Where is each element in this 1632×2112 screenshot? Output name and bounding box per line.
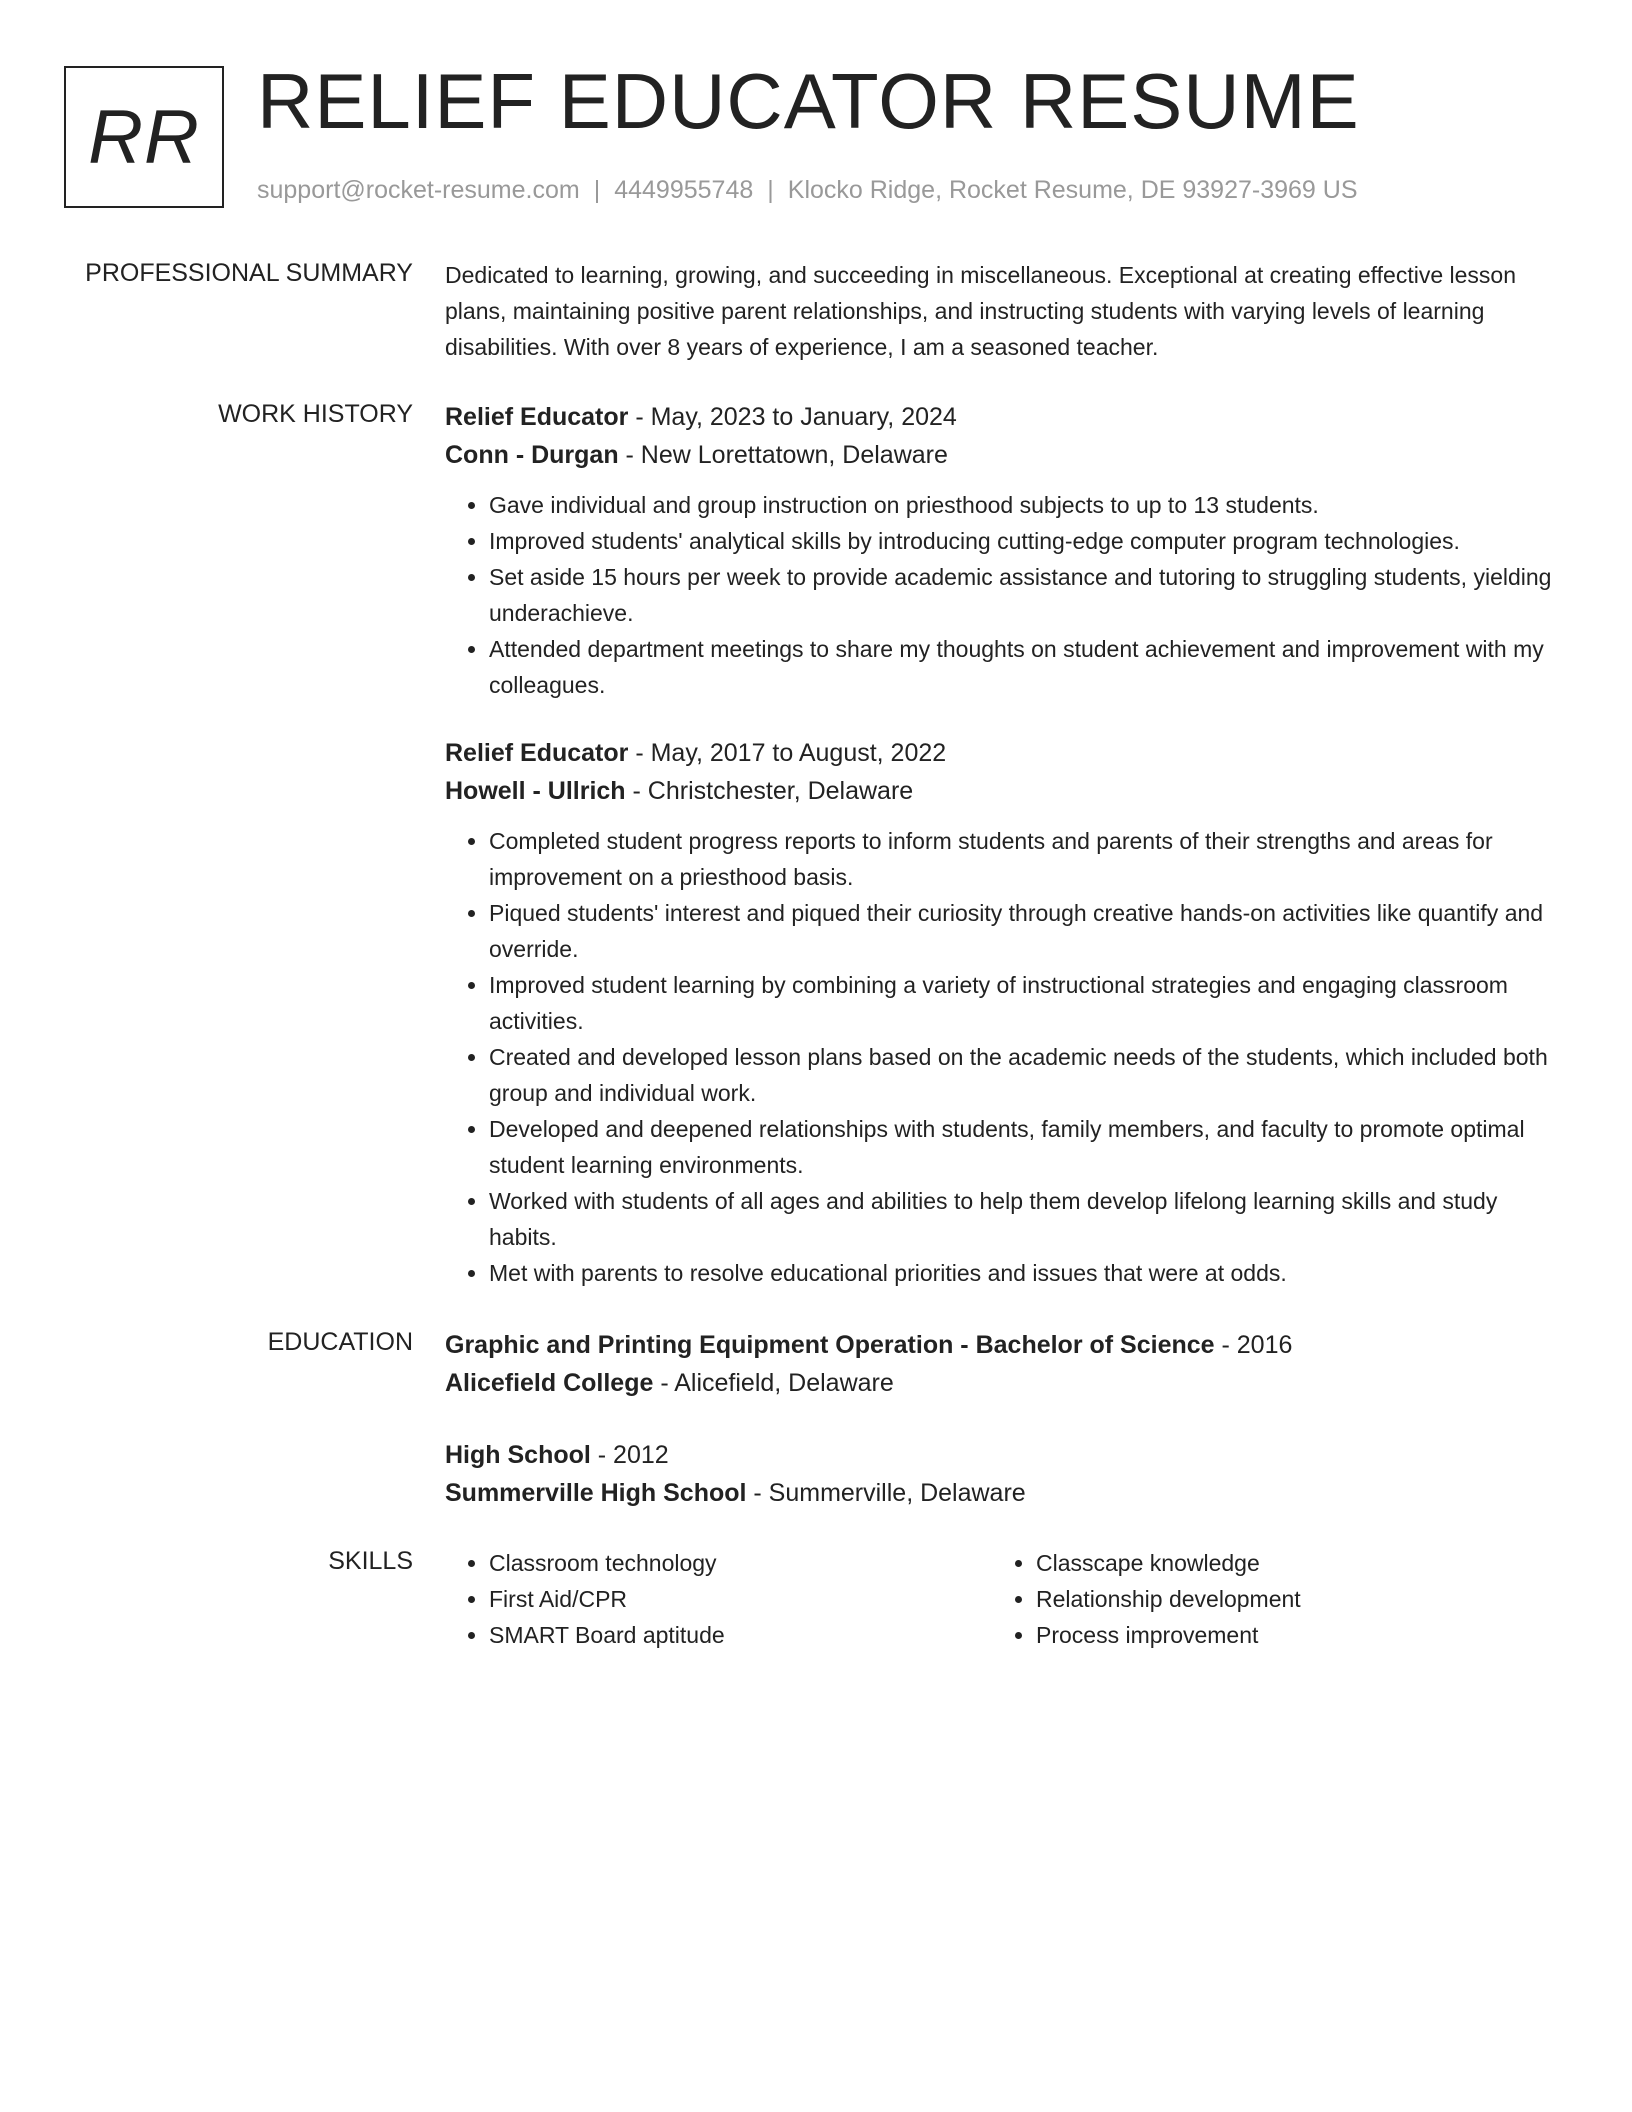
skill-item: • Relationship development xyxy=(1036,1581,1539,1617)
skills-list-left xyxy=(445,1545,992,1653)
job-duty: • Completed student progress reports to inform students and parents of their strengths and areas for improvement on a priesthood basis. xyxy=(489,823,1560,895)
resume-title: RELIEF EDUCATOR RESUME xyxy=(257,57,1360,145)
job-duties-list xyxy=(445,823,1560,1291)
contact-phone[interactable]: 4449955748 xyxy=(614,176,754,204)
job-dates: - May, 2023 to January, 2024 xyxy=(628,403,957,431)
job-duty: • Worked with students of all ages and abilities to help them develop lifelong learning skills and study habits. xyxy=(489,1183,1560,1255)
contact-separator: | xyxy=(593,176,601,204)
education-entry xyxy=(445,1436,1560,1512)
contact-address: Klocko Ridge, Rocket Resume, DE 93927-3969 US xyxy=(787,176,1358,204)
skills-list-right xyxy=(992,1545,1539,1653)
work-history-heading: WORK HISTORY xyxy=(218,400,413,428)
skill-item: • Process improvement xyxy=(1036,1617,1539,1653)
job-title: Relief Educator xyxy=(445,739,629,767)
job-company: Howell - Ullrich xyxy=(445,777,626,805)
job-location: - New Lorettatown, Delaware xyxy=(618,441,948,469)
job-duty: • Set aside 15 hours per week to provide academic assistance and tutoring to struggling students, yielding underachieve. xyxy=(489,559,1560,631)
job-company: Conn - Durgan xyxy=(445,441,619,469)
education-school: Summerville High School xyxy=(445,1479,747,1507)
monogram-logo: RR xyxy=(64,66,224,208)
education-school: Alicefield College xyxy=(445,1369,654,1397)
skill-item: • Classroom technology xyxy=(489,1545,992,1581)
education-entry xyxy=(445,1326,1560,1402)
skill-item: • SMART Board aptitude xyxy=(489,1617,992,1653)
job-duty: • Improved students' analytical skills by introducing cutting-edge computer program technologies. xyxy=(489,523,1560,559)
contact-separator: | xyxy=(767,176,774,204)
skills-heading: SKILLS xyxy=(328,1547,413,1575)
job-duty: • Piqued students' interest and piqued their curiosity through creative hands-on activities like quantify and override. xyxy=(489,895,1560,967)
skills-grid xyxy=(445,1545,1560,1653)
job-location: - Christchester, Delaware xyxy=(625,777,914,805)
job-duty: • Met with parents to resolve educational priorities and issues that were at odds. xyxy=(489,1255,1560,1291)
education-location: - Alicefield, Delaware xyxy=(653,1369,894,1397)
summary-heading: PROFESSIONAL SUMMARY xyxy=(85,259,413,287)
skill-item: • Classcape knowledge xyxy=(1036,1545,1539,1581)
job-duty: • Improved student learning by combining a variety of instructional strategies and engaging classroom activities. xyxy=(489,967,1560,1039)
job-entry xyxy=(445,734,1560,1291)
job-duty: • Attended department meetings to share my thoughts on student achievement and improvement with my colleagues. xyxy=(489,631,1560,703)
job-duty: • Developed and deepened relationships with students, family members, and faculty to promote optimal student learning environments. xyxy=(489,1111,1560,1183)
education-year: - 2012 xyxy=(590,1441,669,1469)
education-degree: Graphic and Printing Equipment Operation - Bachelor of Science xyxy=(445,1331,1215,1359)
education-location: - Summerville, Delaware xyxy=(746,1479,1026,1507)
job-duties-list xyxy=(445,487,1560,703)
skill-item: • First Aid/CPR xyxy=(489,1581,992,1617)
contact-line xyxy=(257,175,1358,205)
education-heading: EDUCATION xyxy=(267,1328,413,1356)
job-title: Relief Educator xyxy=(445,403,629,431)
job-duty: • Gave individual and group instruction on priesthood subjects to up to 13 students. xyxy=(489,487,1560,523)
job-duty: • Created and developed lesson plans based on the academic needs of the students, which included both group and individual work. xyxy=(489,1039,1560,1111)
education-degree: High School xyxy=(445,1441,591,1469)
education-year: - 2016 xyxy=(1214,1331,1293,1359)
job-dates: - May, 2017 to August, 2022 xyxy=(628,739,947,767)
summary-text: Dedicated to learning, growing, and succeeding in miscellaneous. Exceptional at creating effective lesson plans, maintaining positive parent relationships, and instructing students with varying levels of learning disabilities. With over 8 years of experience, I am a seasoned teacher. xyxy=(445,262,1516,360)
contact-email[interactable]: support@rocket-resume.com xyxy=(257,176,580,204)
job-entry xyxy=(445,398,1560,703)
